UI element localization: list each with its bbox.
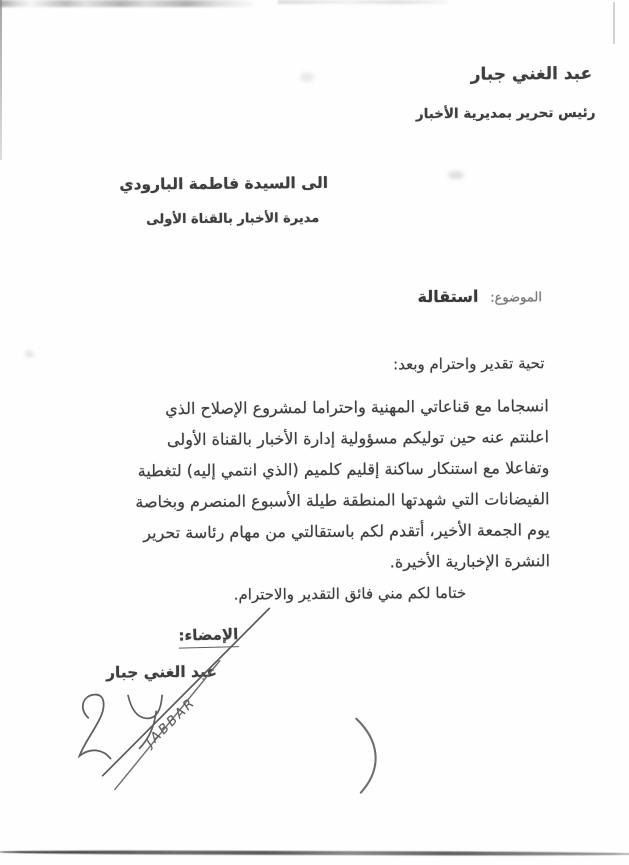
sender-name: عبد الغني جبار: [470, 63, 593, 85]
signature-label: الإمضاء:: [179, 625, 239, 649]
recipient-title: مديرة الأخبار بالقناة الأولى: [146, 210, 320, 228]
handwritten-signature-text: JABBAR: [143, 694, 200, 751]
subject-label: الموضوع:: [490, 290, 543, 306]
body-line: وتفاعلا مع استنكار ساكنة إقليم كلميم (الذي انتمي إليه) لتغطية: [137, 458, 550, 481]
body-line: يوم الجمعة الأخير، أتقدم لكم باستقالتي من مهام رئاسة تحرير: [143, 520, 550, 543]
salutation: تحية تقدير واحترام وبعد:: [393, 354, 545, 374]
sender-title: رئيس تحرير بمديرية الأخبار: [415, 104, 596, 123]
pen-arc-mark: [348, 713, 391, 797]
body-paragraph: [135, 390, 551, 579]
subject-line: [417, 286, 542, 306]
handwritten-signature-scribble: [61, 598, 293, 805]
body-line: النشرة الإخبارية الأخيرة.: [389, 551, 551, 572]
signature-printed-name: عبد الغني جبار: [106, 662, 217, 682]
recipient-line: الى السيدة فاطمة البارودي: [119, 173, 329, 194]
body-line: انسجاما مع قناعاتي المهنية واحتراما لمشروع الإصلاح الذي: [165, 396, 549, 419]
body-line: اعلنتم عنه حين توليكم مسؤولية إدارة الأخبار بالقناة الأولى: [166, 427, 550, 450]
closing-line: ختاما لكم مني فائق التقدير والاحترام.: [233, 583, 467, 604]
body-line: الفيضانات التي شهدتها المنطقة طيلة الأسبوع المنصرم وبخاصة: [135, 489, 550, 512]
subject-value: استقالة: [417, 286, 479, 307]
